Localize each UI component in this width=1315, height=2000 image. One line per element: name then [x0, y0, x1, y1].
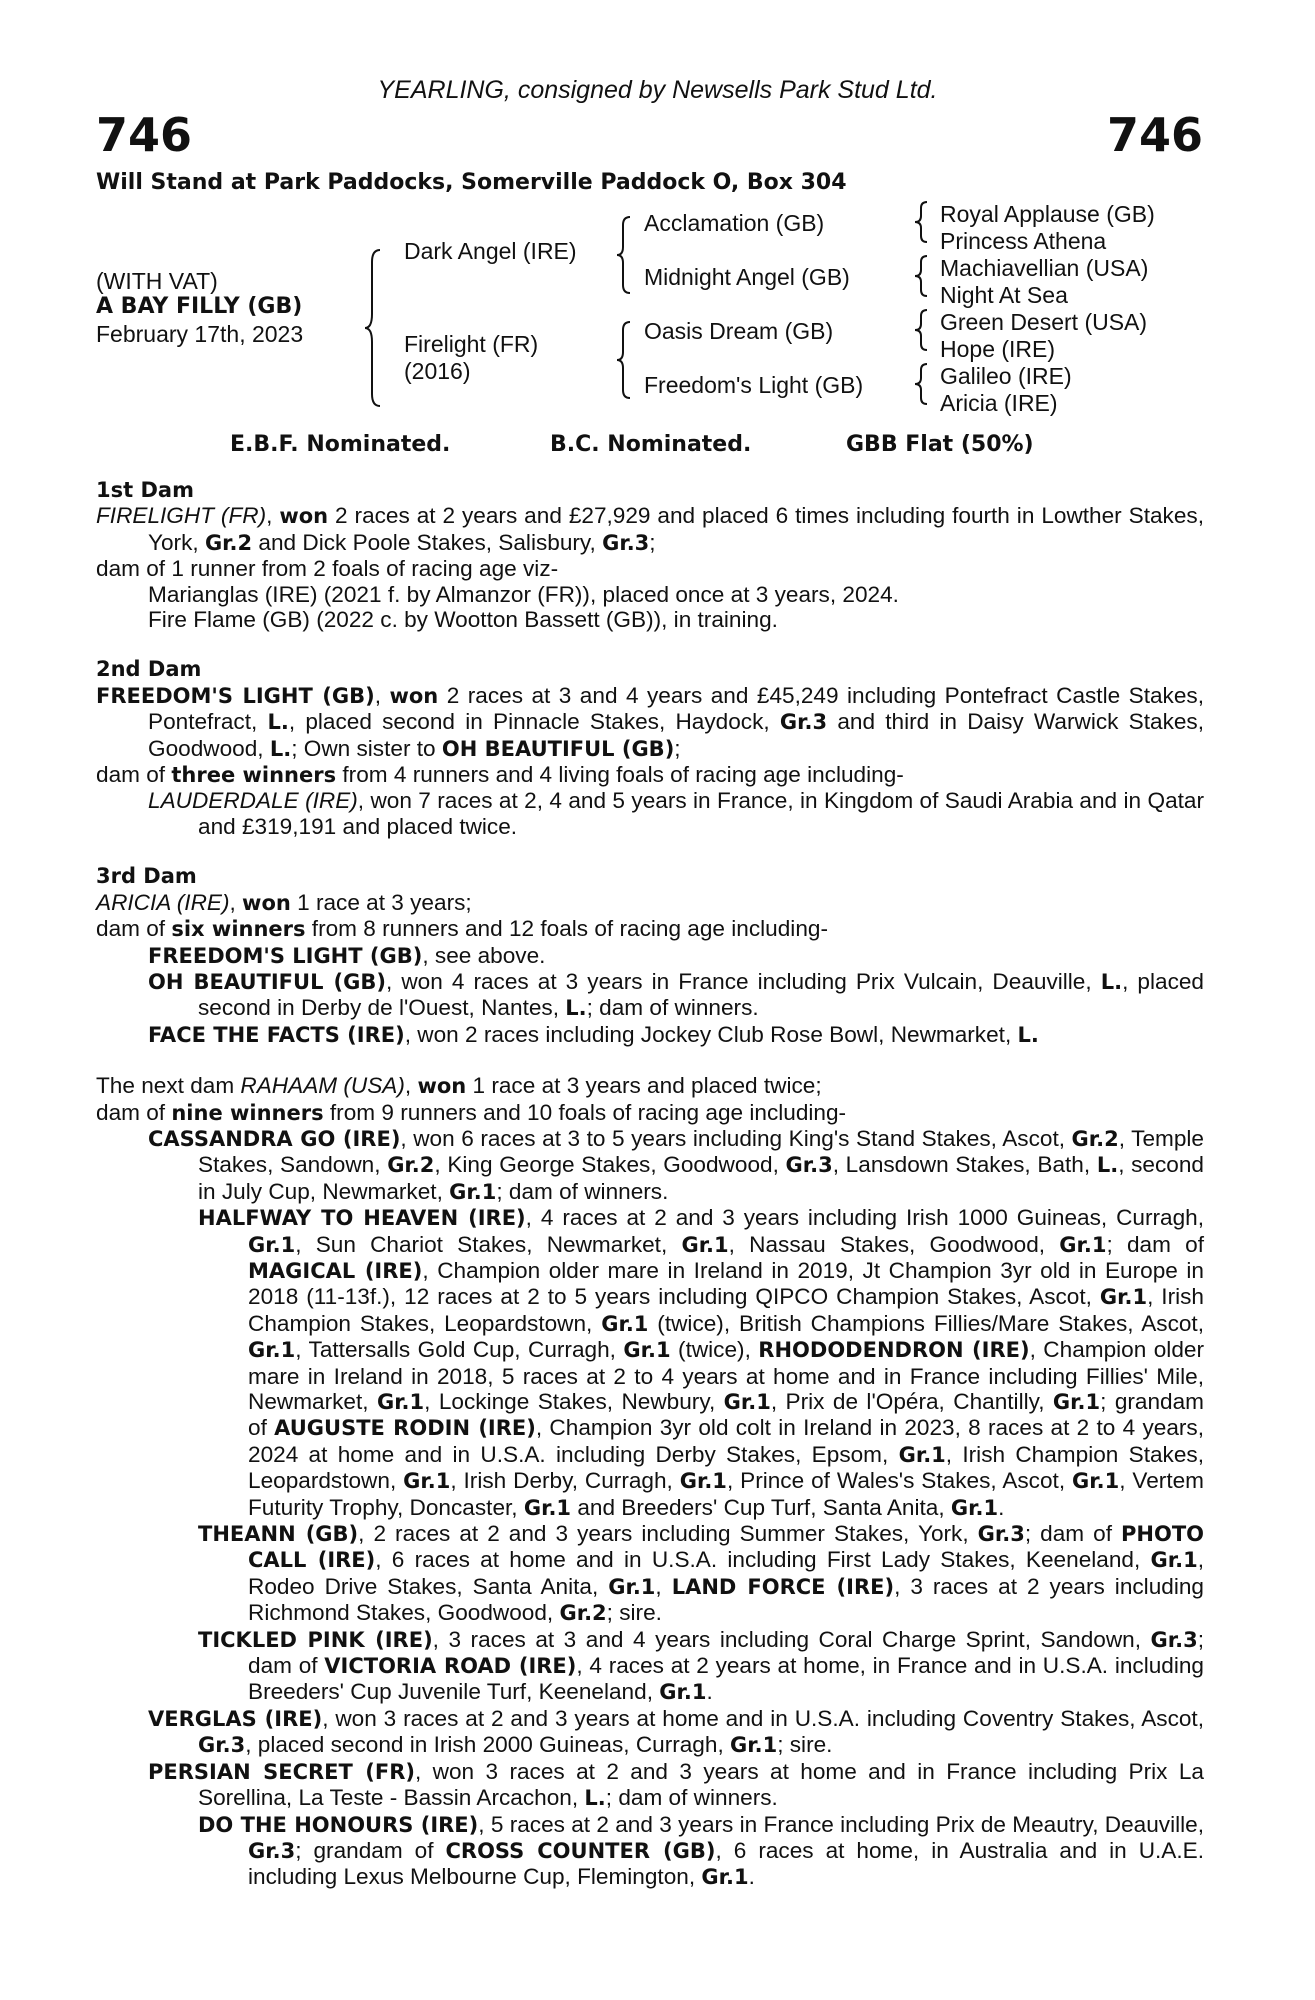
brace-2	[614, 215, 634, 295]
sire: Dark Angel (IRE)	[404, 238, 577, 264]
pedigree-notes	[96, 478, 1204, 1891]
produce-persian-secret: PERSIAN SECRET (FR), won 3 races at 2 and 3 years at home and in France including Prix La Sorellina, La Teste - Bassin Arcachon, L.; dam of winners.	[148, 1758, 1204, 1811]
brace-5	[912, 254, 930, 298]
produce-2: Fire Flame (GB) (2022 c. by Wootton Bassett (GB)), in training.	[148, 607, 778, 633]
dam-sire: Oasis Dream (GB)	[644, 318, 834, 344]
g3-3: Machiavellian (USA)	[940, 255, 1149, 281]
produce-freedoms-light: FREEDOM'S LIGHT (GB), see above.	[148, 942, 546, 968]
lot-number-left: 746	[96, 108, 193, 162]
g3-8: Aricia (IRE)	[940, 390, 1058, 416]
horse-name: A BAY FILLY (GB)	[96, 294, 303, 319]
sire-sire: Acclamation (GB)	[644, 210, 825, 236]
g3-5: Green Desert (USA)	[940, 309, 1148, 335]
next-dam-record: The next dam RAHAAM (USA), won 1 race at 3 years and placed twice;	[96, 1073, 822, 1099]
third-dam-record: ARICIA (IRE), won 1 race at 3 years;	[96, 889, 472, 915]
next-dam-produce: dam of nine winners from 9 runners and 10 foals of racing age including-	[96, 1099, 847, 1125]
sire-dam: Midnight Angel (GB)	[644, 264, 850, 290]
vat-label: (WITH VAT)	[96, 268, 218, 294]
g3-7: Galileo (IRE)	[940, 363, 1072, 389]
produce-1: Marianglas (IRE) (2021 f. by Almanzor (FR)), placed once at 3 years, 2024.	[148, 581, 899, 607]
produce-oh-beautiful: OH BEAUTIFUL (GB), won 4 races at 3 years in France including Prix Vulcain, Deauville, L., placed second in Derby de l'Ouest, Nantes, L.; dam of winners.	[148, 968, 1204, 1021]
first-dam-produce: dam of 1 runner from 2 foals of racing age viz-	[96, 556, 559, 582]
produce-do-the-honours: DO THE HONOURS (IRE), 5 races at 2 and 3 years in France including Prix de Meautry, Deauville, Gr.3; grandam of CROSS COUNTER (GB), 6 races at home, in Australia and in U.A.E. including Lexus Melbourne Cup, Flemington, Gr.1.	[198, 1811, 1204, 1890]
brace-7	[912, 362, 930, 406]
consignment-line: YEARLING, consigned by Newsells Park Stud Ltd.	[377, 76, 938, 104]
produce-lauderdale: LAUDERDALE (IRE), won 7 races at 2, 4 and 5 years in France, in Kingdom of Saudi Arabia and in Qatar and £319,191 and placed twice.	[148, 788, 1204, 839]
lot-number-right: 746	[1106, 108, 1203, 162]
brace-3	[614, 320, 634, 400]
g3-6: Hope (IRE)	[940, 336, 1056, 362]
heading-first-dam: 1st Dam	[96, 478, 194, 502]
nomination-ebf: E.B.F. Nominated.	[230, 432, 451, 457]
second-dam-record: FREEDOM'S LIGHT (GB), won 2 races at 3 and 4 years and £45,249 including Pontefract Castle Stakes, Pontefract, L., placed second in Pinnacle Stakes, Haydock, Gr.3 and third in Daisy Warwick Stakes, Goodwood, L.; Own sister to OH BEAUTIFUL (GB);	[96, 682, 1205, 761]
produce-tickled-pink: TICKLED PINK (IRE), 3 races at 3 and 4 years including Coral Charge Sprint, Sandown, Gr.3; dam of VICTORIA ROAD (IRE), 4 races at 2 years at home, in France and in U.S.A. including Breeders' Cup Juvenile Turf, Keeneland, Gr.1.	[198, 1626, 1205, 1705]
produce-theann: THEANN (GB), 2 races at 2 and 3 years including Summer Stakes, York, Gr.3; dam of PHOTO CALL (IRE), 6 races at home and in U.S.A. including First Lady Stakes, Keeneland, Gr.1, Rodeo Drive Stakes, Santa Anita, Gr.1, LAND FORCE (IRE), 3 races at 2 years including Richmond Stakes, Goodwood, Gr.2; sire.	[198, 1521, 1205, 1626]
produce-face-the-facts: FACE THE FACTS (IRE), won 2 races including Jockey Club Rose Bowl, Newmarket, L.	[148, 1021, 1039, 1047]
g3-4: Night At Sea	[940, 282, 1068, 308]
produce-cassandra-go: CASSANDRA GO (IRE), won 6 races at 3 to 5 years including King's Stand Stakes, Ascot, Gr.2, Temple Stakes, Sandown, Gr.2, King George Stakes, Goodwood, Gr.3, Lansdown Stakes, Bath, L., second in July Cup, Newmarket, Gr.1; dam of winners.	[148, 1125, 1204, 1204]
g3-1: Royal Applause (GB)	[940, 201, 1155, 227]
third-dam-produce: dam of six winners from 8 runners and 12 foals of racing age including-	[96, 916, 828, 942]
stand-location: Will Stand at Park Paddocks, Somerville Paddock O, Box 304	[96, 170, 847, 195]
produce-verglas: VERGLAS (IRE), won 3 races at 2 and 3 years at home and in U.S.A. including Coventry Stakes, Ascot, Gr.3, placed second in Irish 2000 Guineas, Curragh, Gr.1; sire.	[148, 1705, 1204, 1758]
foaling-date: February 17th, 2023	[96, 321, 304, 347]
second-dam-produce: dam of three winners from 4 runners and 4 living foals of racing age including-	[96, 762, 904, 788]
dam-dam: Freedom's Light (GB)	[644, 372, 864, 398]
brace-1	[362, 248, 384, 408]
dam: Firelight (FR)	[404, 331, 539, 357]
heading-second-dam: 2nd Dam	[96, 657, 202, 682]
produce-halfway-to-heaven: HALFWAY TO HEAVEN (IRE), 4 races at 2 and 3 years including Irish 1000 Guineas, Curragh, Gr.1, Sun Chariot Stakes, Newmarket, Gr.1, Nassau Stakes, Goodwood, Gr.1; dam of MAGICAL (IRE), Champion older mare in Ireland in 2019, Jt Champion 3yr old in Europe in 2018 (11-13f.), 12 races at 2 to 5 years including QIPCO Champion Stakes, Ascot, Gr.1, Irish Champion Stakes, Leopardstown, Gr.1 (twice), British Champions Fillies/Mare Stakes, Ascot, Gr.1, Tattersalls Gold Cup, Curragh, Gr.1 (twice), RHODODENDRON (IRE), Champion older mare in Ireland in 2018, 5 races at 2 to 4 years at home and in France including Fillies' Mile, Newmarket, Gr.1, Lockinge Stakes, Newbury, Gr.1, Prix de l'Opéra, Chantilly, Gr.1; grandam of AUGUSTE RODIN (IRE), Champion 3yr old colt in Ireland in 2023, 8 races at 2 to 4 years, 2024 at home and in U.S.A. including Derby Stakes, Epsom, Gr.1, Irish Champion Stakes, Leopardstown, Gr.1, Irish Derby, Curragh, Gr.1, Prince of Wales's Stakes, Ascot, Gr.1, Vertem Futurity Trophy, Doncaster, Gr.1 and Breeders' Cup Turf, Santa Anita, Gr.1.	[198, 1205, 1204, 1520]
nomination-gbb: GBB Flat (50%)	[846, 432, 1034, 457]
brace-4	[912, 200, 930, 244]
heading-third-dam: 3rd Dam	[96, 864, 197, 889]
g3-2: Princess Athena	[940, 228, 1107, 254]
first-dam-record: FIRELIGHT (FR), won 2 races at 2 years and £27,929 and placed 6 times including fourth in Lowther Stakes, York, Gr.2 and Dick Poole Stakes, Salisbury, Gr.3;	[96, 503, 1204, 555]
brace-6	[912, 308, 930, 352]
nomination-bc: B.C. Nominated.	[550, 432, 752, 457]
dam-year: (2016)	[404, 358, 471, 384]
